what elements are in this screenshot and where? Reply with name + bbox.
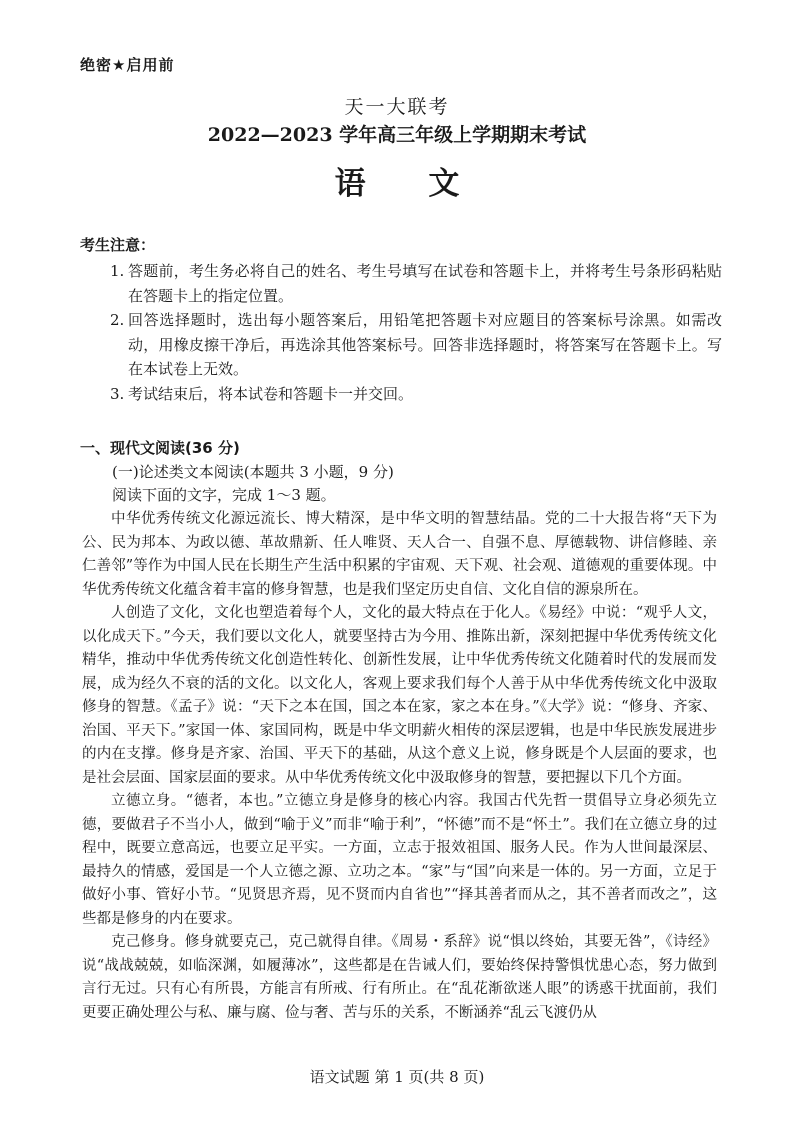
notice-list (110, 259, 722, 406)
notice-heading: 考生注意： (80, 236, 156, 254)
notice-item (110, 259, 722, 308)
notice-item (110, 382, 722, 407)
reading-instruction: 阅读下面的文字，完成 1～3 题。 (112, 486, 336, 504)
confidential-label: 绝密★启用前 (80, 56, 175, 74)
notice-number: 2. (110, 311, 125, 329)
passage-paragraph: 立德立身。“德者，本也。”立德立身是修身的核心内容。我国古代先哲一贯倡导立身必须先立德，要做君子不当小人，做到“喻于义”而非“喻于利”，“怀德”而不是“怀土”。我们在立德立身的过程中，既要立意高远，也要立足平实。一方面，立志于报效祖国、服务人民。作为人世间最深层、最持久的情感，爱国是一个人立德之源、立功之本。“家”与“国”向来是一体的。另一方面，立足于做好小事、管好小节。“见贤思齐焉，见不贤而内自省也”“择其善者而从之，其不善者而改之”，这些都是修身的内在要求。 (82, 793, 717, 927)
section-subtitle: (一)论述类文本阅读(本题共 3 小题，9 分) (112, 463, 394, 481)
exam-term-title: 2022—2023 学年高三年级上学期期末考试 (207, 124, 587, 146)
passage-paragraph: 克己修身。修身就要克己，克己就得自律。《周易・系辞》说“惧以终始，其要无咎”，《诗经》说“战战兢兢，如临深渊，如履薄冰”，这些都是在告诫人们，要始终保持警惧忧患心态，努力做到言行无过。只有心有所畏，方能言有所戒、行有所止。在“乱花渐欲迷人眼”的诱惑干扰面前，我们更要正确处理公与私、廉与腐、俭与奢、苦与乐的关系，不断涵养“乱云飞渡仍从 (82, 934, 717, 1021)
notice-text: 答题前，考生务必将自己的姓名、考生号填写在试卷和答题卡上，并将考生号条形码粘贴在答题卡上的指定位置。 (128, 262, 722, 305)
notice-text: 回答选择题时，选出每小题答案后，用铅笔把答题卡对应题目的答案标号涂黑。如需改动，用橡皮擦干净后，再选涂其他答案标号。回答非选择题时，将答案写在答题卡上。写在本试卷上无效。 (128, 311, 722, 378)
section-title: 一、现代文阅读(36 分) (80, 439, 240, 457)
notice-item (110, 308, 722, 382)
notice-number: 1. (110, 262, 125, 280)
reading-passage (82, 508, 717, 1025)
passage-paragraph: 中华优秀传统文化源远流长、博大精深，是中华文明的智慧结晶。党的二十大报告将“天下为公、民为邦本、为政以德、革故鼎新、任人唯贤、天人合一、自强不息、厚德载物、讲信修睦、亲仁善邻”等作为中国人民在长期生产生活中积累的宇宙观、天下观、社会观、道德观的重要体现。中华优秀传统文化蕴含着丰富的修身智慧，也是我们坚定历史自信、文化自信的源泉所在。 (82, 511, 717, 598)
exam-union-title: 天一大联考 (344, 96, 450, 118)
passage-paragraph: 人创造了文化，文化也塑造着每个人，文化的最大特点在于化人。《易经》中说：“观乎人文，以化成天下。”今天，我们要以文化人，就要坚持古为今用、推陈出新，深刻把握中华优秀传统文化精华，推动中华优秀传统文化创造性转化、创新性发展，让中华优秀传统文化随着时代的发展而发展，成为经久不衰的活的文化。以文化人，客观上要求我们每个人善于从中华优秀传统文化中汲取修身的智慧。《孟子》说：“天下之本在国，国之本在家，家之本在身。”《大学》说：“修身、齐家、治国、平天下。”家国一体、家国同构，既是中华文明薪火相传的深层逻辑，也是中华民族发展进步的内在支撑。修身是齐家、治国、平天下的基础，从这个意义上说，修身既是个人层面的要求，也是社会层面、国家层面的要求。从中华优秀传统文化中汲取修身的智慧，要把握以下几个方面。 (82, 605, 717, 786)
page-footer: 语文试题 第 1 页(共 8 页) (309, 1068, 485, 1086)
notice-number: 3. (110, 384, 125, 403)
subject-title: 语 文 (334, 166, 486, 202)
notice-text: 考试结束后，将本试卷和答题卡一并交回。 (128, 384, 414, 403)
